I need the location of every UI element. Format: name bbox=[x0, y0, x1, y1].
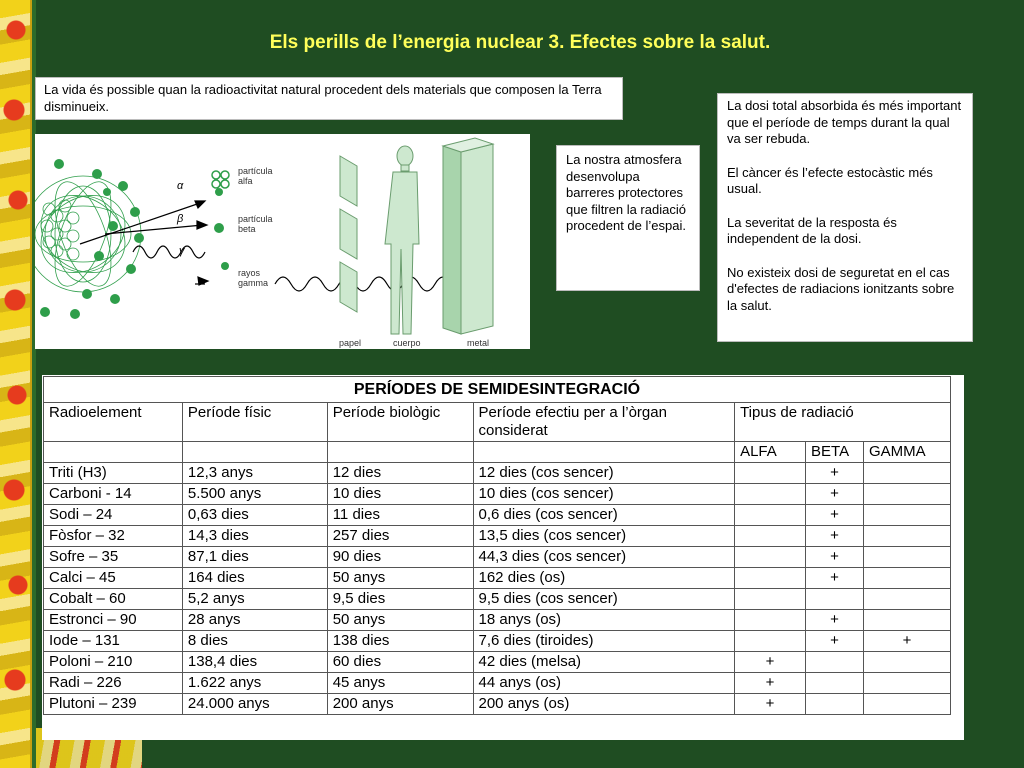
cell-gamma: + bbox=[863, 631, 950, 652]
metal-block bbox=[443, 138, 493, 334]
cell-beta: + bbox=[806, 463, 864, 484]
table-row bbox=[44, 631, 951, 652]
cell-physical-period: 14,3 dies bbox=[182, 526, 327, 547]
cell-physical-period: 0,63 dies bbox=[182, 505, 327, 526]
cell-physical-period: 138,4 dies bbox=[182, 652, 327, 673]
paper-sheets bbox=[340, 156, 357, 312]
cell-biological-period: 257 dies bbox=[327, 526, 473, 547]
cell-gamma bbox=[863, 526, 950, 547]
header-radioelement: Radioelement bbox=[44, 403, 183, 442]
cell-biological-period: 45 anys bbox=[327, 673, 473, 694]
cell-biological-period: 138 dies bbox=[327, 631, 473, 652]
subheader-gamma: GAMMA bbox=[863, 442, 950, 463]
atom-nucleus-graphic bbox=[35, 175, 141, 293]
table-row bbox=[44, 463, 951, 484]
cell-alfa bbox=[735, 484, 806, 505]
gamma-label-2: gamma bbox=[238, 278, 269, 288]
cell-effective-period: 7,6 dies (tiroides) bbox=[473, 631, 735, 652]
table-row bbox=[44, 568, 951, 589]
cell-physical-period: 12,3 anys bbox=[182, 463, 327, 484]
body-label: cuerpo bbox=[393, 338, 421, 348]
cell-radioelement: Sodi – 24 bbox=[44, 505, 183, 526]
cell-radioelement: Plutoni – 239 bbox=[44, 694, 183, 715]
cell-gamma bbox=[863, 589, 950, 610]
cell-gamma bbox=[863, 673, 950, 694]
cell-alfa bbox=[735, 505, 806, 526]
cell-alfa bbox=[735, 568, 806, 589]
cell-alfa: + bbox=[735, 673, 806, 694]
beta-symbol: β bbox=[177, 213, 184, 225]
cell-alfa bbox=[735, 589, 806, 610]
cell-biological-period: 60 dies bbox=[327, 652, 473, 673]
cell-beta bbox=[806, 589, 864, 610]
cell-physical-period: 24.000 anys bbox=[182, 694, 327, 715]
cell-alfa: + bbox=[735, 652, 806, 673]
cell-alfa bbox=[735, 631, 806, 652]
gamma-symbol: γ bbox=[179, 245, 185, 257]
table-caption: PERÍODES DE SEMIDESINTEGRACIÓ bbox=[44, 377, 951, 403]
cell-beta: + bbox=[806, 526, 864, 547]
subheader-beta: BETA bbox=[806, 442, 864, 463]
cell-gamma bbox=[863, 463, 950, 484]
cell-beta: + bbox=[806, 568, 864, 589]
header-biological-period: Període biològic bbox=[327, 403, 473, 442]
cell-biological-period: 9,5 dies bbox=[327, 589, 473, 610]
radiation-penetration-figure bbox=[35, 134, 530, 349]
cell-effective-period: 9,5 dies (cos sencer) bbox=[473, 589, 735, 610]
cell-beta bbox=[806, 673, 864, 694]
half-life-table-container bbox=[42, 375, 964, 740]
beta-particle-icon bbox=[214, 223, 224, 233]
table-row bbox=[44, 652, 951, 673]
cell-effective-period: 12 dies (cos sencer) bbox=[473, 463, 735, 484]
cell-gamma bbox=[863, 610, 950, 631]
cell-gamma bbox=[863, 652, 950, 673]
subheader-alfa: ALFA bbox=[735, 442, 806, 463]
cell-radioelement: Poloni – 210 bbox=[44, 652, 183, 673]
cell-beta: + bbox=[806, 610, 864, 631]
dose-fact-2: El càncer és l’efecte estocàstic més usual. bbox=[727, 164, 933, 196]
decorative-border-strip bbox=[0, 0, 32, 768]
table-row bbox=[44, 526, 951, 547]
cell-alfa bbox=[735, 547, 806, 568]
cell-radioelement: Fòsfor – 32 bbox=[44, 526, 183, 547]
cell-physical-period: 28 anys bbox=[182, 610, 327, 631]
cell-beta: + bbox=[806, 547, 864, 568]
cell-radioelement: Calci – 45 bbox=[44, 568, 183, 589]
paper-label: papel bbox=[339, 338, 362, 348]
header-physical-period: Període físic bbox=[182, 403, 327, 442]
cell-beta: + bbox=[806, 631, 864, 652]
table-row bbox=[44, 694, 951, 715]
alpha-symbol: α bbox=[177, 180, 184, 192]
cell-alfa bbox=[735, 463, 806, 484]
cell-effective-period: 44 anys (os) bbox=[473, 673, 735, 694]
beta-label-2: beta bbox=[238, 224, 256, 234]
header-radiation-type: Tipus de radiació bbox=[735, 403, 951, 442]
cell-radioelement: Cobalt – 60 bbox=[44, 589, 183, 610]
cell-effective-period: 18 anys (os) bbox=[473, 610, 735, 631]
cell-biological-period: 12 dies bbox=[327, 463, 473, 484]
cell-effective-period: 10 dies (cos sencer) bbox=[473, 484, 735, 505]
cell-beta: + bbox=[806, 484, 864, 505]
table-body bbox=[44, 463, 951, 715]
cell-physical-period: 5,2 anys bbox=[182, 589, 327, 610]
cell-alfa bbox=[735, 526, 806, 547]
beta-label-1: partícula bbox=[238, 214, 273, 224]
dose-fact-4: No existeix dosi de seguretat en el cas d'efectes de radiacions ionitzants sobre la salut. bbox=[727, 264, 955, 313]
table-row bbox=[44, 610, 951, 631]
table-row bbox=[44, 589, 951, 610]
table-row bbox=[44, 547, 951, 568]
table-row bbox=[44, 505, 951, 526]
dose-fact-1: La dosi total absorbida és més important que el període de temps durant la qual va ser rebuda. bbox=[727, 98, 962, 146]
cell-radioelement: Radi – 226 bbox=[44, 673, 183, 694]
cell-biological-period: 11 dies bbox=[327, 505, 473, 526]
cell-physical-period: 5.500 anys bbox=[182, 484, 327, 505]
cell-gamma bbox=[863, 568, 950, 589]
cell-effective-period: 162 dies (os) bbox=[473, 568, 735, 589]
cell-beta: + bbox=[806, 505, 864, 526]
gamma-label-1: rayos bbox=[238, 268, 261, 278]
cell-beta bbox=[806, 652, 864, 673]
cell-radioelement: Carboni - 14 bbox=[44, 484, 183, 505]
metal-label: metal bbox=[467, 338, 490, 348]
cell-gamma bbox=[863, 484, 950, 505]
human-body-figure bbox=[385, 146, 419, 334]
cell-effective-period: 0,6 dies (cos sencer) bbox=[473, 505, 735, 526]
cell-radioelement: Estronci – 90 bbox=[44, 610, 183, 631]
cell-biological-period: 50 anys bbox=[327, 610, 473, 631]
alpha-label-1: partícula bbox=[238, 166, 273, 176]
alpha-label-2: alfa bbox=[238, 176, 253, 186]
cell-radioelement: Iode – 131 bbox=[44, 631, 183, 652]
cell-biological-period: 10 dies bbox=[327, 484, 473, 505]
cell-physical-period: 87,1 dies bbox=[182, 547, 327, 568]
slide-title: Els perills de l’energia nuclear 3. Efectes sobre la salut. bbox=[269, 32, 771, 53]
cell-radioelement: Triti (H3) bbox=[44, 463, 183, 484]
cell-physical-period: 164 dies bbox=[182, 568, 327, 589]
dose-facts-box bbox=[717, 93, 973, 342]
cell-gamma bbox=[863, 694, 950, 715]
cell-effective-period: 44,3 dies (cos sencer) bbox=[473, 547, 735, 568]
atmosphere-text-box: La nostra atmosfera desenvolupa barreres protectores que filtren la radiació procedent de l’espai. bbox=[556, 145, 700, 291]
half-life-table bbox=[43, 376, 951, 715]
cell-alfa: + bbox=[735, 694, 806, 715]
cell-gamma bbox=[863, 505, 950, 526]
header-effective-period: Període efectiu per a l’òrgan considerat bbox=[473, 403, 735, 442]
cell-beta bbox=[806, 694, 864, 715]
cell-gamma bbox=[863, 547, 950, 568]
table-row bbox=[44, 673, 951, 694]
cell-effective-period: 13,5 dies (cos sencer) bbox=[473, 526, 735, 547]
gamma-ray-wave-long bbox=[275, 277, 451, 291]
beta-ray-line bbox=[105, 225, 203, 234]
cell-radioelement: Sofre – 35 bbox=[44, 547, 183, 568]
dose-fact-3: La severitat de la resposta és independent de la dosi. bbox=[727, 214, 897, 246]
cell-biological-period: 90 dies bbox=[327, 547, 473, 568]
cell-physical-period: 1.622 anys bbox=[182, 673, 327, 694]
cell-effective-period: 200 anys (os) bbox=[473, 694, 735, 715]
intro-text-box: La vida és possible quan la radioactivitat natural procedent dels materials que composen la Terra disminueix. bbox=[35, 77, 623, 120]
cell-effective-period: 42 dies (melsa) bbox=[473, 652, 735, 673]
gamma-ray-wave bbox=[133, 246, 205, 258]
cell-biological-period: 200 anys bbox=[327, 694, 473, 715]
cell-biological-period: 50 anys bbox=[327, 568, 473, 589]
cell-physical-period: 8 dies bbox=[182, 631, 327, 652]
table-row bbox=[44, 484, 951, 505]
cell-alfa bbox=[735, 610, 806, 631]
